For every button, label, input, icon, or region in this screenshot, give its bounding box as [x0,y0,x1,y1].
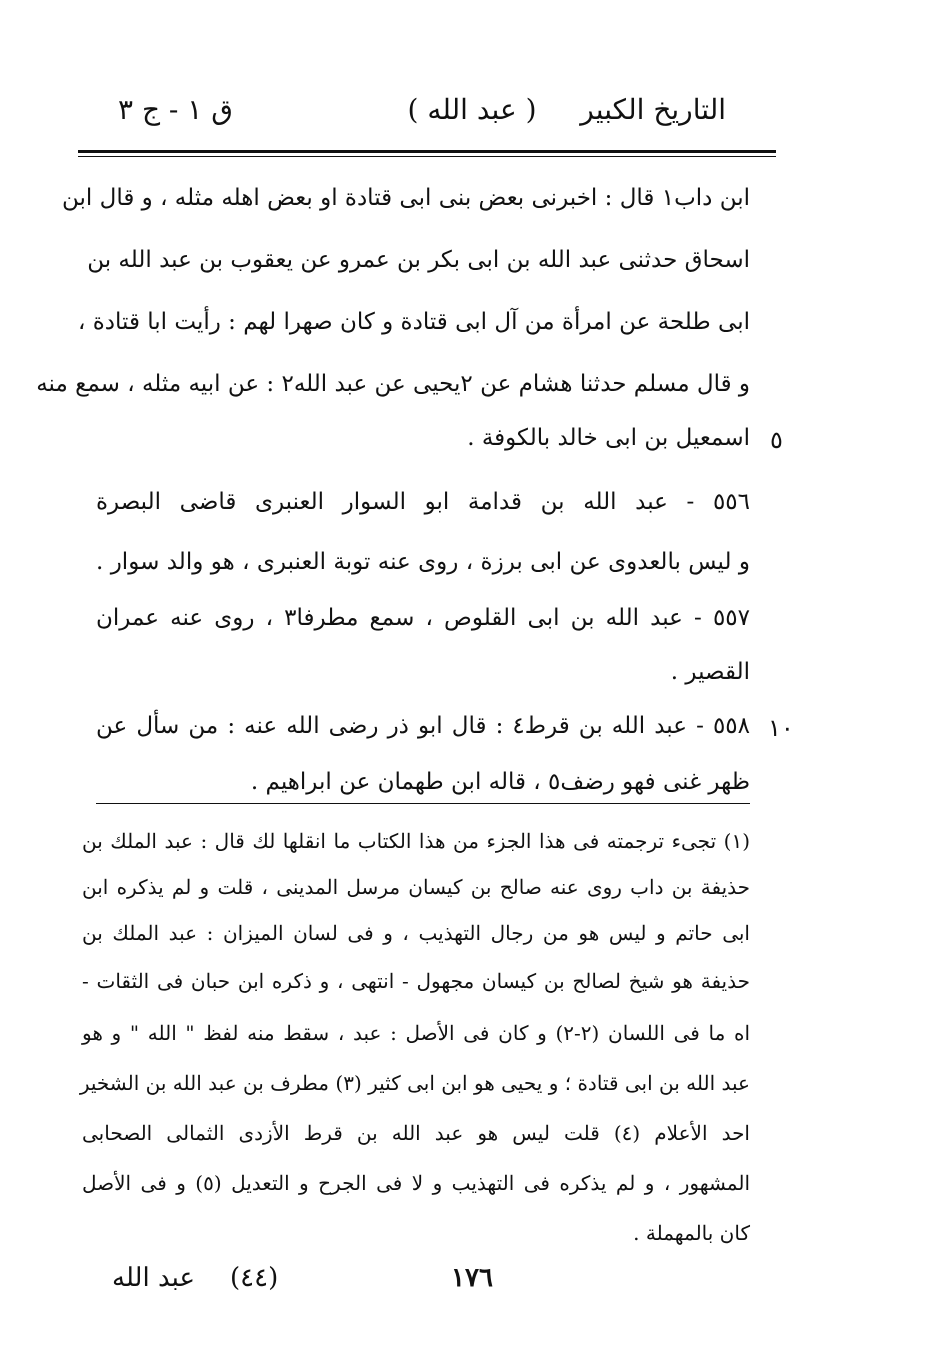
signature-mark: (٤٤) [230,1263,279,1293]
line-number-10: ١٠ [768,714,794,742]
volume-label: ق ١ - ج ٣ [118,93,233,126]
footnote-line: حذيفة هو شيخ لصالح بن كيسان مجهول - انتهى ، و ذكره ابن حبان فى الثقات - [82,969,750,993]
footnote-line: عبد الله بن ابى قتادة ؛ و يحيى هو ابن ابى كثير (٣) مطرف بن عبد الله بن الشخير [79,1071,750,1095]
text-line: اسمعيل بن ابى خالد بالكوفة . [467,425,750,451]
text-line: و ليس بالعدوى عن ابى برزة ، روى عنه توبة العنبرى ، هو والد سوار . [96,549,750,575]
footnote-line: حذيفة بن داب روى عنه صالح بن كيسان مرسل المدينى ، قلت و لم يذكره ابن [82,875,750,899]
entry-556: ٥٥٦ - عبد الله بن قدامة ابو السوار العنبرى قاضى البصرة [96,489,750,515]
header-rule-thin [78,156,776,157]
section-heading: ( عبد الله ) [407,93,537,126]
running-title: التاريخ الكبير [580,93,726,126]
header-rule-thick [78,150,776,153]
entry-558: ٥٥٨ - عبد الله بن قرط٤ : قال ابو ذر رضى الله عنه : من سأل عن [96,713,750,739]
text-line: ظهر غنى فهو رضف٥ ، قاله ابن طهمان عن ابراهيم . [250,769,750,795]
line-number-5: ٥ [770,426,783,454]
catchword: عبد الله [112,1263,195,1293]
text-line: ابى طلحة عن امرأة من آل ابى قتادة و كان صهرا لهم : رأيت ابا قتادة ، [77,309,750,335]
text-line: و قال مسلم حدثنا هشام عن ٢يحيى عن عبد الله٢ : عن ابيه مثله ، سمع منه [36,371,750,397]
footnote-line: ابى حاتم و ليس هو من رجال التهذيب ، و فى لسان الميزان : عبد الملك بن [82,921,750,945]
text-line: ابن داب١ قال : اخبرنى بعض بنى ابى قتادة او بعض اهله مثله ، و قال ابن [62,185,750,211]
page-number: ١٧٦ [451,1263,493,1293]
footnote-rule [96,803,750,804]
footnote-line: احد الأعلام (٤) قلت ليس هو عبد الله بن قرط الأزدى الثمالى الصحابى [82,1121,750,1145]
footnote-line: (١) تجىء ترجمته فى هذا الجزء من هذا الكتاب ما انقلها لك قال : عبد الملك بن [82,829,750,853]
entry-557: ٥٥٧ - عبد الله بن ابى القلوص ، سمع مطرفا٣ ، روى عنه عمران [96,605,750,631]
footnote-line: اه ما فى اللسان (٢-٢) و كان فى الأصل : عبد ، سقط منه لفظ " الله " و هو [82,1021,751,1045]
text-line: اسحاق حدثنى عبد الله بن ابى بكر بن عمرو عن يعقوب بن عبد الله بن [87,247,750,273]
text-line: القصير . [670,659,750,685]
footnote-line: المشهور ، و لم يذكره فى التهذيب و لا فى الجرح و التعديل (٥) و فى الأصل [82,1171,751,1195]
footnote-line: كان بالمهملة . [633,1221,750,1245]
